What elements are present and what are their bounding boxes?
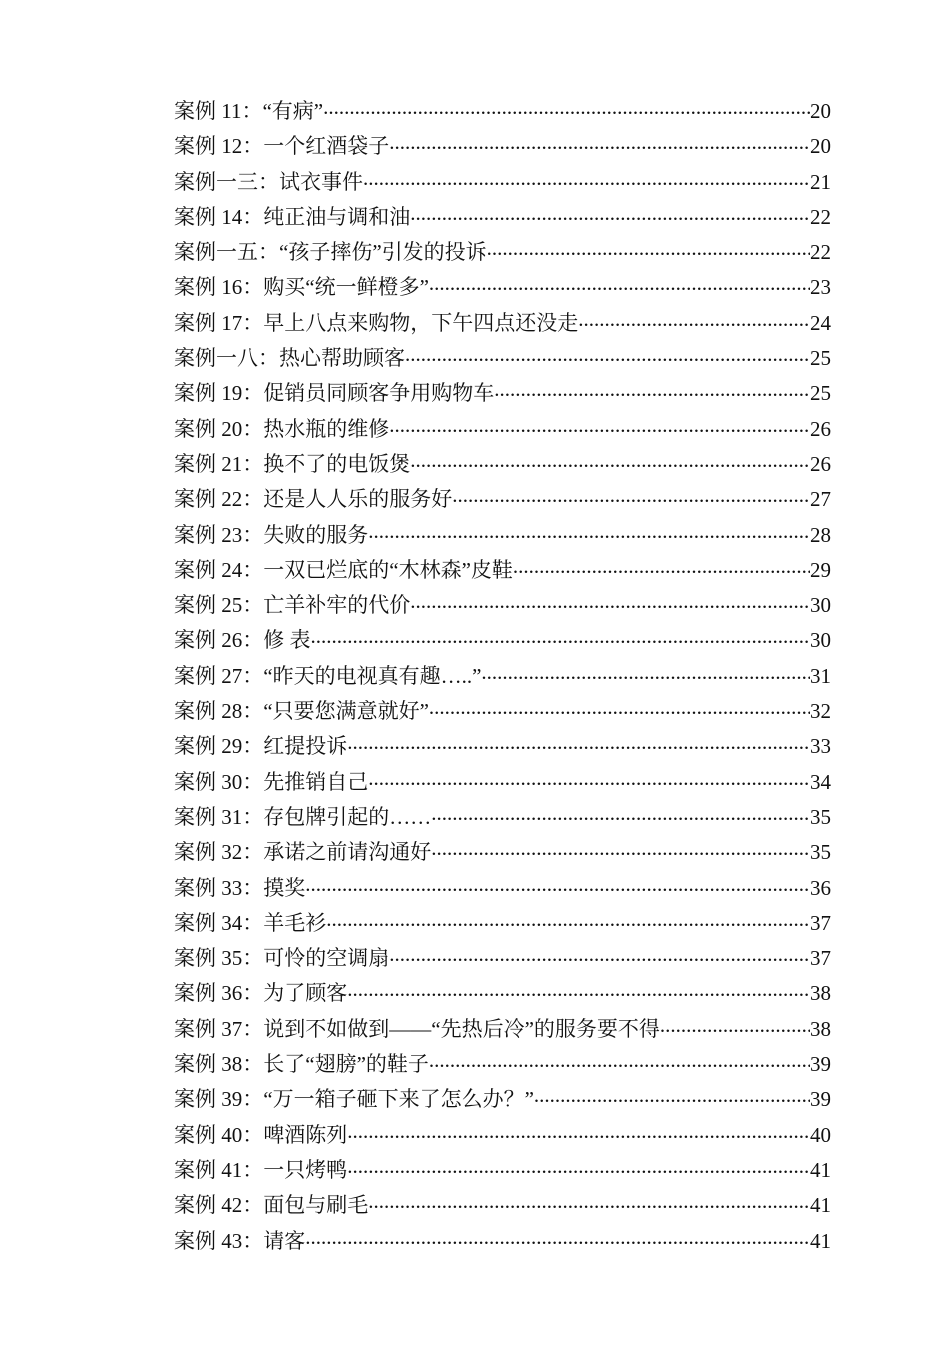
toc-entry-title: 案例 40：啤酒陈列 (174, 1122, 348, 1147)
toc-entry[interactable] (174, 835, 831, 870)
toc-dot-leader (431, 803, 810, 824)
toc-entry[interactable] (174, 553, 831, 588)
toc-entry[interactable] (174, 235, 831, 270)
toc-entry-page-number: 20 (810, 99, 831, 123)
toc-entry-title: 案例 23：失败的服务 (174, 522, 369, 547)
toc-dot-leader (326, 909, 810, 930)
toc-dot-leader (452, 485, 810, 506)
toc-entry[interactable] (174, 1224, 831, 1259)
toc-dot-leader (494, 379, 810, 400)
toc-entry-page-number: 22 (810, 240, 831, 265)
toc-entry-title: 案例 12：一个红酒袋子 (174, 134, 390, 159)
toc-entry-page-number: 37 (810, 946, 831, 971)
toc-entry-page-number: 24 (810, 310, 831, 335)
toc-entry[interactable] (174, 482, 831, 517)
toc-entry-title: 案例一八：热心帮助顾客 (174, 346, 405, 371)
toc-entry-page-number: 28 (810, 522, 831, 547)
toc-entry-title: 案例 19：促销员同顾客争用购物车 (174, 381, 495, 406)
toc-entry[interactable] (174, 165, 831, 200)
toc-entry-page-number: 23 (810, 275, 831, 300)
toc-entry-title: 案例 34：羊毛衫 (174, 910, 327, 935)
toc-dot-leader (578, 309, 810, 330)
toc-entry-title: 案例 32：承诺之前请沟通好 (174, 840, 432, 865)
toc-dot-leader (389, 415, 810, 436)
toc-dot-leader (368, 521, 810, 542)
toc-entry-page-number: 30 (810, 628, 831, 653)
toc-entry-page-number: 38 (810, 1016, 831, 1041)
toc-entry[interactable] (174, 871, 831, 906)
toc-entry-page-number: 30 (810, 593, 831, 618)
toc-entry-page-number: 20 (810, 134, 831, 159)
toc-entry[interactable] (174, 341, 831, 376)
toc-dot-leader (660, 1015, 810, 1036)
toc-entry-title: 案例 41：一只烤鸭 (174, 1157, 348, 1182)
toc-entry[interactable] (174, 1118, 831, 1153)
toc-entry-page-number: 35 (810, 804, 831, 829)
toc-entry-page-number: 38 (810, 981, 831, 1006)
toc-entry-page-number: 36 (810, 875, 831, 900)
toc-entry-page-number: 41 (810, 1193, 831, 1218)
toc-entry-title: 案例 21：换不了的电饭煲 (174, 451, 411, 476)
toc-entry-page-number: 32 (810, 699, 831, 724)
toc-entry[interactable] (174, 1047, 831, 1082)
toc-dot-leader (363, 168, 810, 189)
toc-entry-page-number: 39 (810, 1087, 831, 1112)
toc-entry[interactable] (174, 1153, 831, 1188)
toc-entry-title: 案例 39：“万一箱子砸下来了怎么办？” (174, 1087, 534, 1112)
toc-entry-page-number: 31 (810, 663, 831, 688)
toc-dot-leader (410, 591, 810, 612)
toc-dot-leader (513, 556, 810, 577)
toc-entry[interactable] (174, 800, 831, 835)
toc-entry[interactable] (174, 412, 831, 447)
toc-entry[interactable] (174, 588, 831, 623)
toc-entry[interactable] (174, 765, 831, 800)
toc-dot-leader (410, 450, 810, 471)
toc-entry-title: 案例 37：说到不如做到——“先热后冷”的服务要不得 (174, 1016, 660, 1041)
toc-entry[interactable] (174, 976, 831, 1011)
toc-entry-page-number: 37 (810, 910, 831, 935)
toc-dot-leader (429, 697, 810, 718)
toc-entry-page-number: 27 (810, 487, 831, 512)
toc-entry-title: 案例 36：为了顾客 (174, 981, 348, 1006)
toc-entry[interactable] (174, 306, 831, 341)
toc-entry-title: 案例 20：热水瓶的维修 (174, 416, 390, 441)
toc-entry[interactable] (174, 906, 831, 941)
toc-entry-page-number: 33 (810, 734, 831, 759)
toc-entry[interactable] (174, 270, 831, 305)
toc-entry-title: 案例 26：修 表 (174, 628, 311, 653)
toc-entry[interactable] (174, 129, 831, 164)
toc-entry-page-number: 41 (810, 1157, 831, 1182)
toc-dot-leader (347, 1121, 810, 1142)
toc-entry[interactable] (174, 1082, 831, 1117)
toc-dot-leader (429, 1050, 810, 1071)
toc-entry[interactable] (174, 659, 831, 694)
toc-entry-page-number: 26 (810, 451, 831, 476)
toc-dot-leader (347, 732, 810, 753)
toc-dot-leader (347, 979, 810, 1000)
toc-entry-page-number: 22 (810, 204, 831, 229)
toc-dot-leader (429, 273, 810, 294)
toc-entry[interactable] (174, 623, 831, 658)
toc-entry-title: 案例 22：还是人人乐的服务好 (174, 487, 453, 512)
toc-entry[interactable] (174, 1188, 831, 1223)
toc-entry-page-number: 25 (810, 381, 831, 406)
toc-entry-title: 案例 38：长了“翅膀”的鞋子 (174, 1052, 429, 1077)
toc-dot-leader (410, 203, 810, 224)
toc-entry-page-number: 40 (810, 1122, 831, 1147)
toc-entry-title: 案例 16：购买“统一鲜橙多” (174, 275, 429, 300)
toc-entry-title: 案例 42：面包与刷毛 (174, 1193, 369, 1218)
toc-dot-leader (323, 97, 810, 118)
table-of-contents (174, 94, 831, 1259)
toc-entry-page-number: 35 (810, 840, 831, 865)
toc-entry-page-number: 29 (810, 557, 831, 582)
toc-entry[interactable] (174, 447, 831, 482)
toc-dot-leader (389, 944, 810, 965)
toc-entry-title: 案例 24：一双已烂底的“木林森”皮鞋 (174, 557, 513, 582)
toc-entry-page-number: 25 (810, 346, 831, 371)
toc-entry-page-number: 41 (810, 1228, 831, 1253)
toc-dot-leader (305, 874, 810, 895)
toc-dot-leader (389, 132, 810, 153)
toc-entry-title: 案例一三：试衣事件 (174, 169, 363, 194)
toc-entry-title: 案例 30：先推销自己 (174, 769, 369, 794)
toc-entry-title: 案例 17：早上八点来购物，下午四点还没走 (174, 310, 579, 335)
toc-entry-title: 案例 11：“有病” (174, 99, 324, 123)
toc-dot-leader (368, 768, 810, 789)
toc-entry[interactable] (174, 376, 831, 411)
toc-entry[interactable] (174, 941, 831, 976)
toc-dot-leader (431, 838, 810, 859)
toc-entry[interactable] (174, 1012, 831, 1047)
toc-dot-leader (487, 238, 810, 259)
toc-entry-title: 案例 28：“只要您满意就好” (174, 699, 429, 724)
toc-dot-leader (481, 662, 810, 683)
toc-entry-page-number: 26 (810, 416, 831, 441)
toc-dot-leader (311, 626, 811, 647)
toc-entry-title: 案例 35：可怜的空调扇 (174, 946, 390, 971)
toc-dot-leader (368, 1191, 810, 1212)
toc-entry-title: 案例 43：请客 (174, 1228, 306, 1253)
toc-entry-title: 案例一五：“孩子摔伤”引发的投诉 (174, 240, 487, 265)
toc-entry-title: 案例 33：摸奖 (174, 875, 306, 900)
toc-entry-title: 案例 27：“昨天的电视真有趣…..” (174, 663, 482, 688)
toc-entry[interactable] (174, 729, 831, 764)
toc-entry-page-number: 34 (810, 769, 831, 794)
toc-entry-title: 案例 31：存包牌引起的…… (174, 804, 432, 829)
toc-dot-leader (405, 344, 810, 365)
toc-dot-leader (347, 1156, 810, 1177)
toc-entry[interactable] (174, 200, 831, 235)
toc-entry-page-number: 21 (810, 169, 831, 194)
toc-entry-page-number: 39 (810, 1052, 831, 1077)
toc-entry-title: 案例 14：纯正油与调和油 (174, 204, 411, 229)
toc-entry-title: 案例 29：红提投诉 (174, 734, 348, 759)
toc-entry-title: 案例 25：亡羊补牢的代价 (174, 593, 411, 618)
toc-dot-leader (534, 1085, 810, 1106)
toc-dot-leader (305, 1227, 810, 1248)
toc-entry[interactable] (174, 94, 831, 129)
toc-entry[interactable] (174, 694, 831, 729)
toc-entry[interactable] (174, 518, 831, 553)
